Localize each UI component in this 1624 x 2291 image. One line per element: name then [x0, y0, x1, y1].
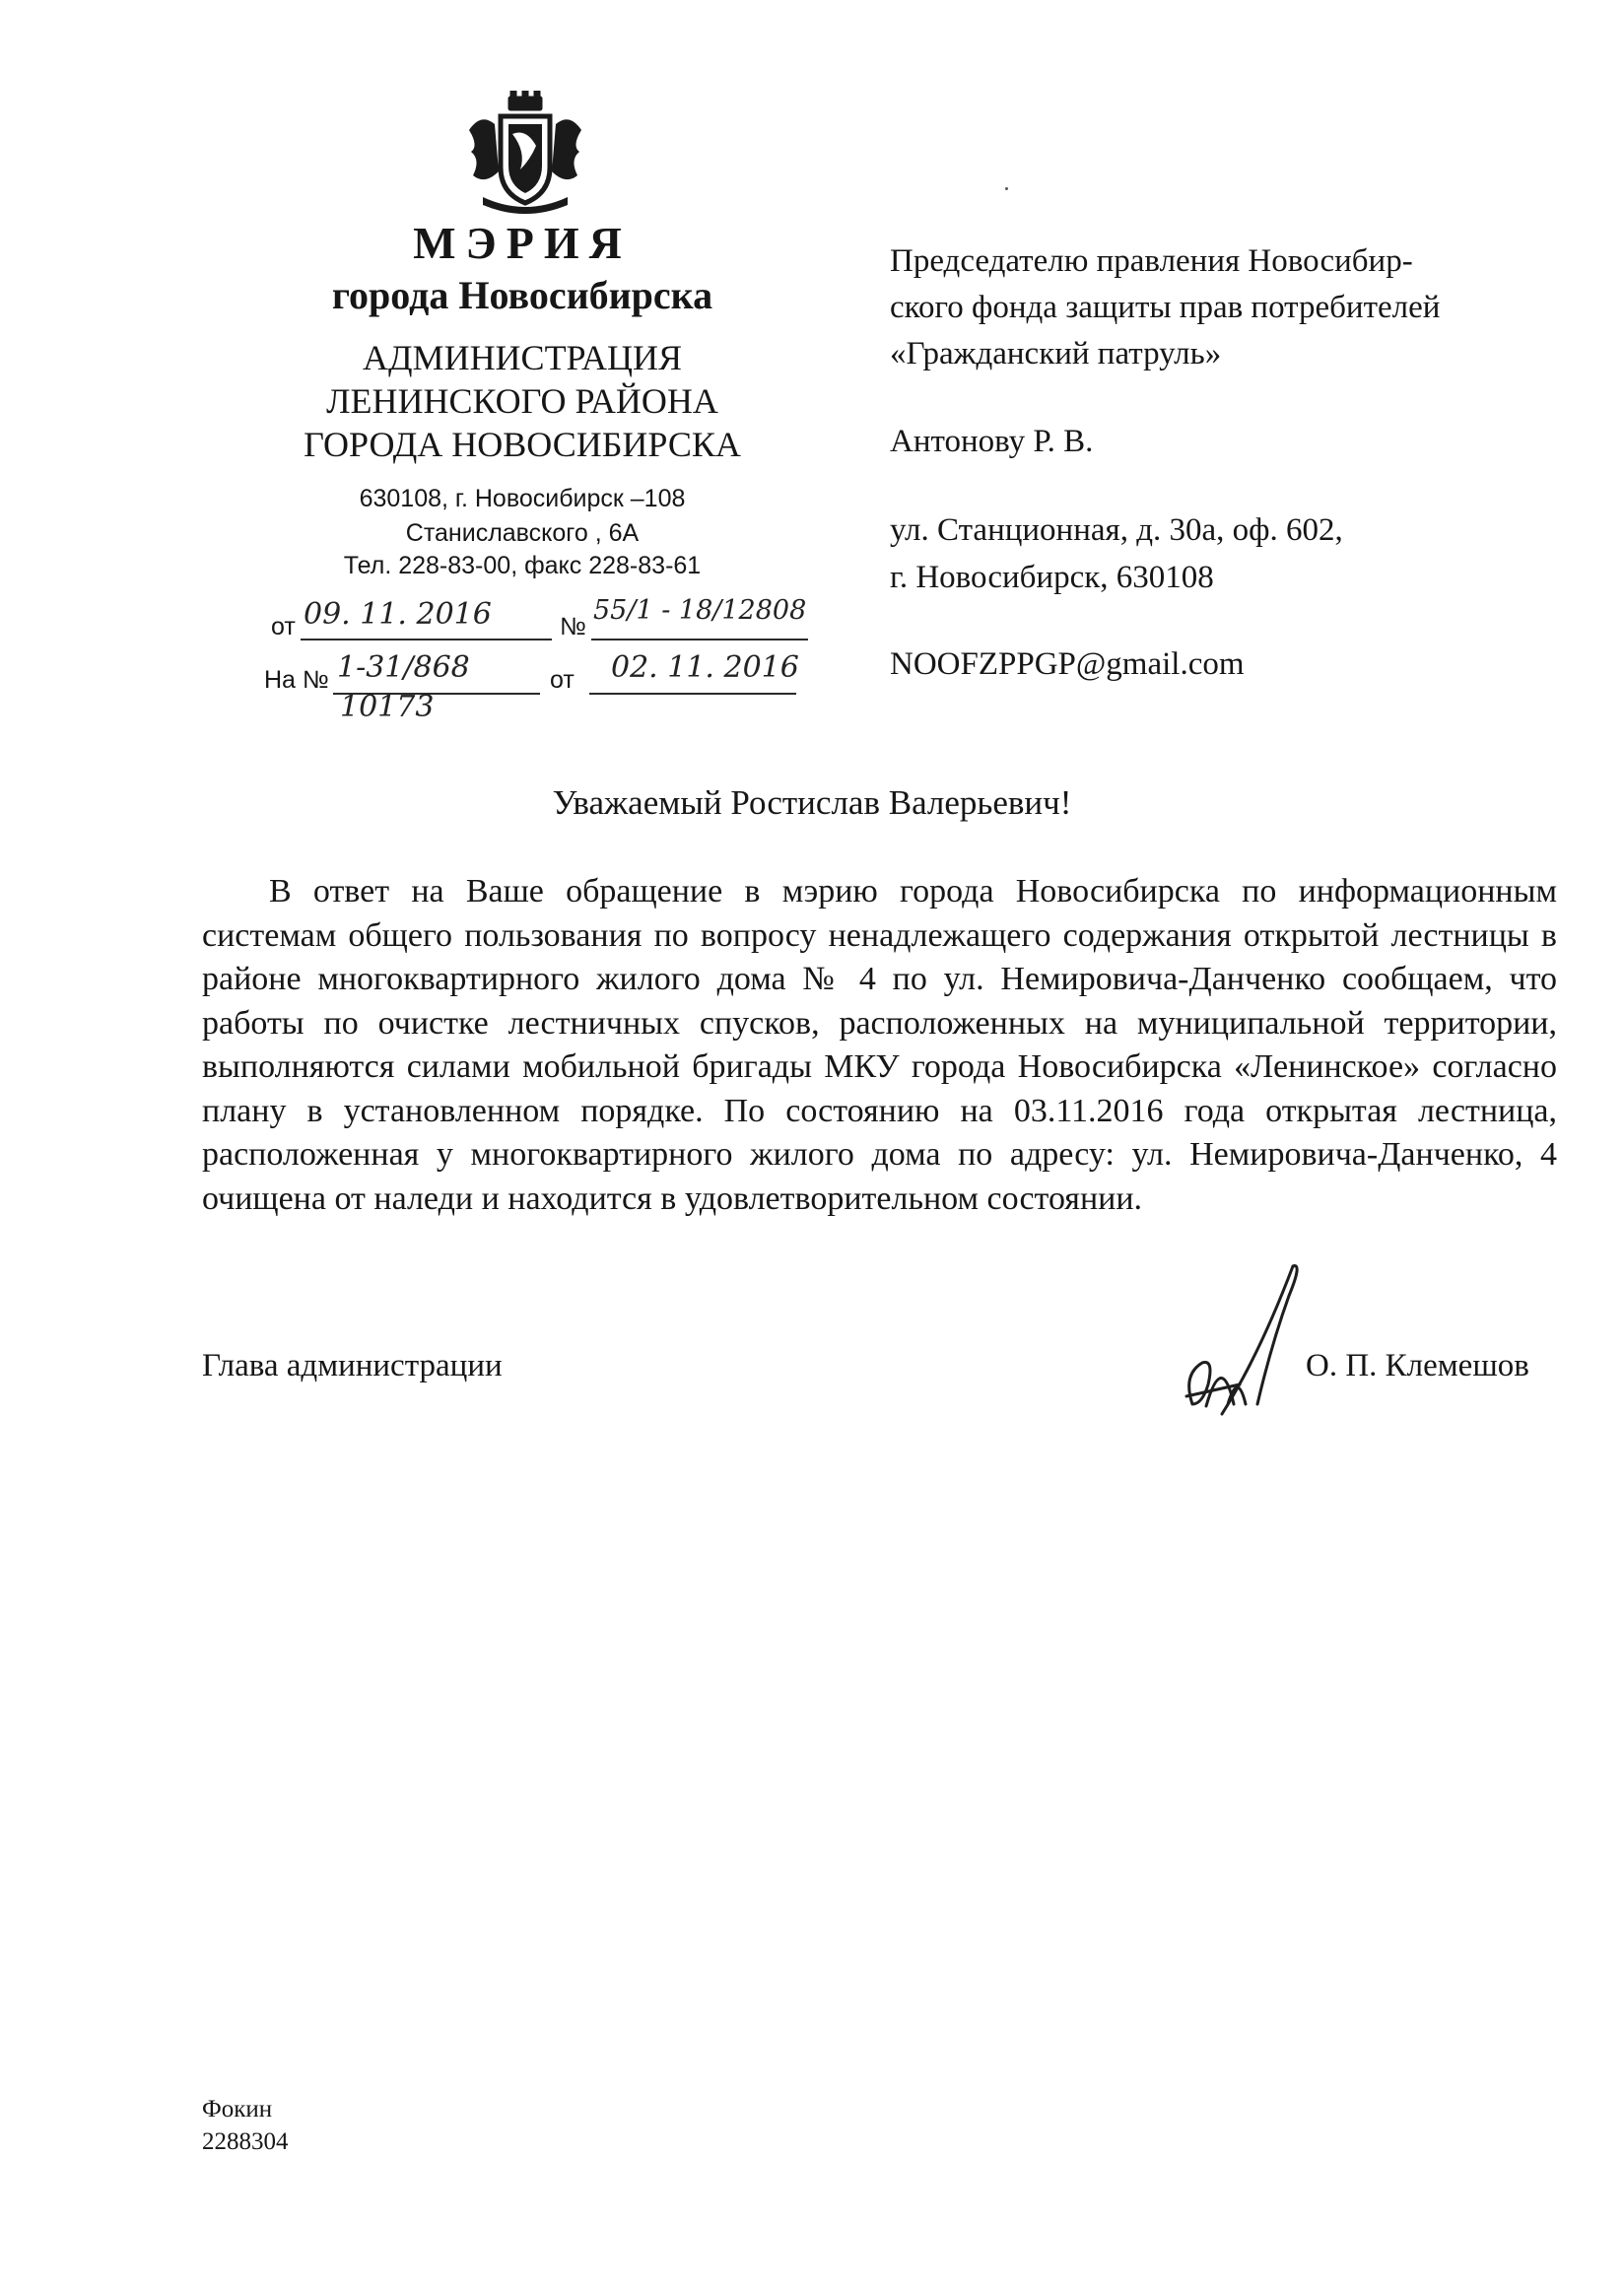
addressee-email: NOOFZPPGP@gmail.com: [890, 646, 1245, 682]
executor-phone: 2288304: [202, 2128, 289, 2155]
letterhead-admin-line: ГОРОДА НОВОСИБИРСКА: [304, 425, 741, 464]
letterhead-city: города Новосибирска: [331, 273, 713, 317]
signer-title: Глава администрации: [202, 1348, 503, 1383]
reply-extra-number: 10173: [340, 690, 435, 724]
addressee-address-line: г. Новосибирск, 630108: [890, 560, 1214, 595]
reply-label: На №: [264, 666, 329, 694]
reg-from-label: от: [271, 613, 296, 640]
handwritten-signature-icon: [1163, 1256, 1320, 1424]
addressee-name: Антонову Р. В.: [890, 424, 1094, 459]
addressee-line: ского фонда защиты прав потребителей: [890, 290, 1441, 325]
reg-number: 55/1 - 18/12808: [593, 595, 807, 626]
reply-date: 02. 11. 2016: [611, 650, 799, 685]
scan-speck: [1005, 187, 1008, 190]
reply-from-label: от: [550, 666, 575, 694]
signer-name: О. П. Клемешов: [1306, 1348, 1529, 1383]
executor-name: Фокин: [202, 2096, 273, 2123]
letterhead-address-line: Тел. 228-83-00, факс 228-83-61: [343, 552, 702, 579]
reply-number: 1-31/868: [337, 650, 470, 685]
addressee-line: «Гражданский патруль»: [890, 336, 1222, 371]
addressee-address-line: ул. Станционная, д. 30а, оф. 602,: [890, 512, 1343, 548]
coat-of-arms-icon: [461, 91, 589, 219]
letterhead-title: МЭРИЯ: [413, 218, 632, 268]
addressee-line: Председателю правления Новосибир-: [890, 243, 1413, 279]
letter-body: [202, 870, 1557, 1221]
letterhead-admin-line: ЛЕНИНСКОГО РАЙОНА: [326, 381, 718, 421]
letterhead-address-line: 630108, г. Новосибирск –108: [359, 485, 686, 512]
letterhead-address-line: Станиславского , 6А: [405, 519, 640, 547]
letterhead-admin-line: АДМИНИСТРАЦИЯ: [363, 338, 682, 377]
body-paragraph: В ответ на Ваше обращение в мэрию города Новосибирска по информационным системам общего пользования по вопросу ненадлежащего содержания открытой лестницы в районе многоквартирного жилого дома № 4 по ул. Немировича-Данченко сообщаем, что работы по очистке лестничных спусков, расположенных на муниципальной территории, выполняются силами мобильной бригады МКУ города Новосибирска «Ленинское» согласно плану в установленном порядке. По состоянию на 03.11.2016 года открытая лестница, расположенная у многоквартирного жилого дома по адресу: ул. Немировича-Данченко, 4 очищена от наледи и находится в удовлетворительном состоянии.: [202, 873, 1557, 1217]
reg-date: 09. 11. 2016: [304, 597, 492, 632]
reg-number-label: №: [560, 613, 586, 640]
salutation: Уважаемый Ростислав Валерьевич!: [552, 783, 1072, 822]
